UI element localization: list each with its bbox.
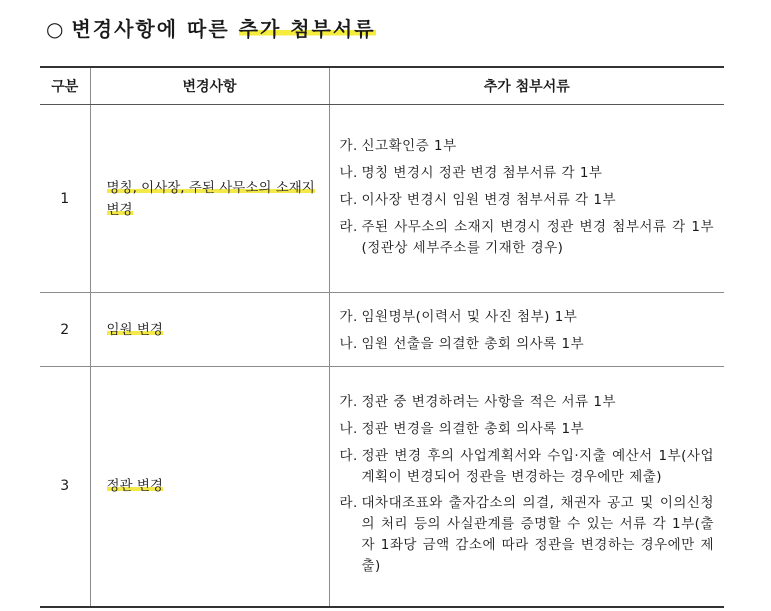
doc-text: 임원명부(이력서 및 사진 첨부) 1부: [361, 308, 578, 325]
row-num: 3: [40, 367, 90, 607]
row-change: [90, 105, 329, 293]
doc-marker: 가.: [339, 308, 358, 325]
row-num: 2: [40, 293, 90, 367]
doc-item: [340, 217, 715, 259]
doc-marker: 나.: [339, 335, 358, 352]
doc-marker: 가.: [339, 137, 358, 154]
doc-item: [340, 392, 715, 413]
row-docs: [329, 367, 724, 607]
header-docs: 추가 첨부서류: [329, 67, 724, 105]
doc-marker: 나.: [339, 164, 358, 181]
doc-item: [340, 419, 715, 440]
doc-text: 대차대조표와 출자감소의 의결, 채권자 공고 및 이의신청의 처리 등의 사실관계를 증명할 수 있는 서류 각 1부(출자 1좌당 금액 감소에 따라 정관을 변경하는 경우에만 제출): [361, 495, 714, 575]
heading-highlighted-text: 추가 첨부서류: [238, 17, 376, 41]
row-change: [90, 367, 329, 607]
heading-prefix: 변경사항에 따른: [71, 17, 239, 41]
doc-text: 이사장 변경시 임원 변경 첨부서류 각 1부: [361, 191, 616, 208]
doc-marker: 라.: [339, 495, 358, 512]
row-change: [90, 293, 329, 367]
table-row: [40, 105, 724, 293]
doc-marker: 가.: [339, 394, 358, 411]
section-heading: [46, 14, 376, 44]
row-docs: [329, 105, 724, 293]
change-text: 명칭, 이사장, 주된 사무소의 소재지 변경: [106, 179, 315, 218]
doc-text: 정관 변경 후의 사업계획서와 수입·지출 예산서 1부(사업계획이 변경되어 정관을 변경하는 경우에만 제출): [361, 448, 714, 486]
row-docs: [329, 293, 724, 367]
doc-item: [340, 136, 715, 157]
doc-text: 명칭 변경시 정관 변경 첨부서류 각 1부: [361, 164, 603, 181]
doc-marker: 나.: [339, 421, 358, 438]
header-num: 구분: [40, 67, 90, 105]
doc-item: [340, 190, 715, 211]
attachments-table: [40, 66, 724, 608]
header-change: 변경사항: [90, 67, 329, 105]
doc-item: [340, 446, 715, 488]
doc-marker: 다.: [339, 191, 358, 208]
doc-text: 정관 중 변경하려는 사항을 적은 서류 1부: [361, 394, 616, 411]
table-header-row: [40, 67, 724, 105]
doc-item: [340, 307, 715, 328]
circle-bullet-icon: ○: [46, 17, 66, 41]
doc-text: 임원 선출을 의결한 총회 의사록 1부: [361, 335, 585, 352]
table-row: [40, 293, 724, 367]
doc-item: [340, 334, 715, 355]
doc-marker: 다.: [339, 448, 358, 465]
doc-text: 주된 사무소의 소재지 변경시 정관 변경 첨부서류 각 1부(정관상 세부주소를 기재한 경우): [361, 218, 714, 256]
table-row: [40, 367, 724, 607]
row-num: 1: [40, 105, 90, 293]
doc-item: [340, 163, 715, 184]
doc-marker: 라.: [339, 218, 358, 235]
doc-text: 정관 변경을 의결한 총회 의사록 1부: [361, 421, 585, 438]
change-text: 임원 변경: [106, 321, 163, 338]
change-text: 정관 변경: [106, 478, 163, 495]
doc-item: [340, 493, 715, 577]
doc-text: 신고확인증 1부: [361, 137, 457, 154]
